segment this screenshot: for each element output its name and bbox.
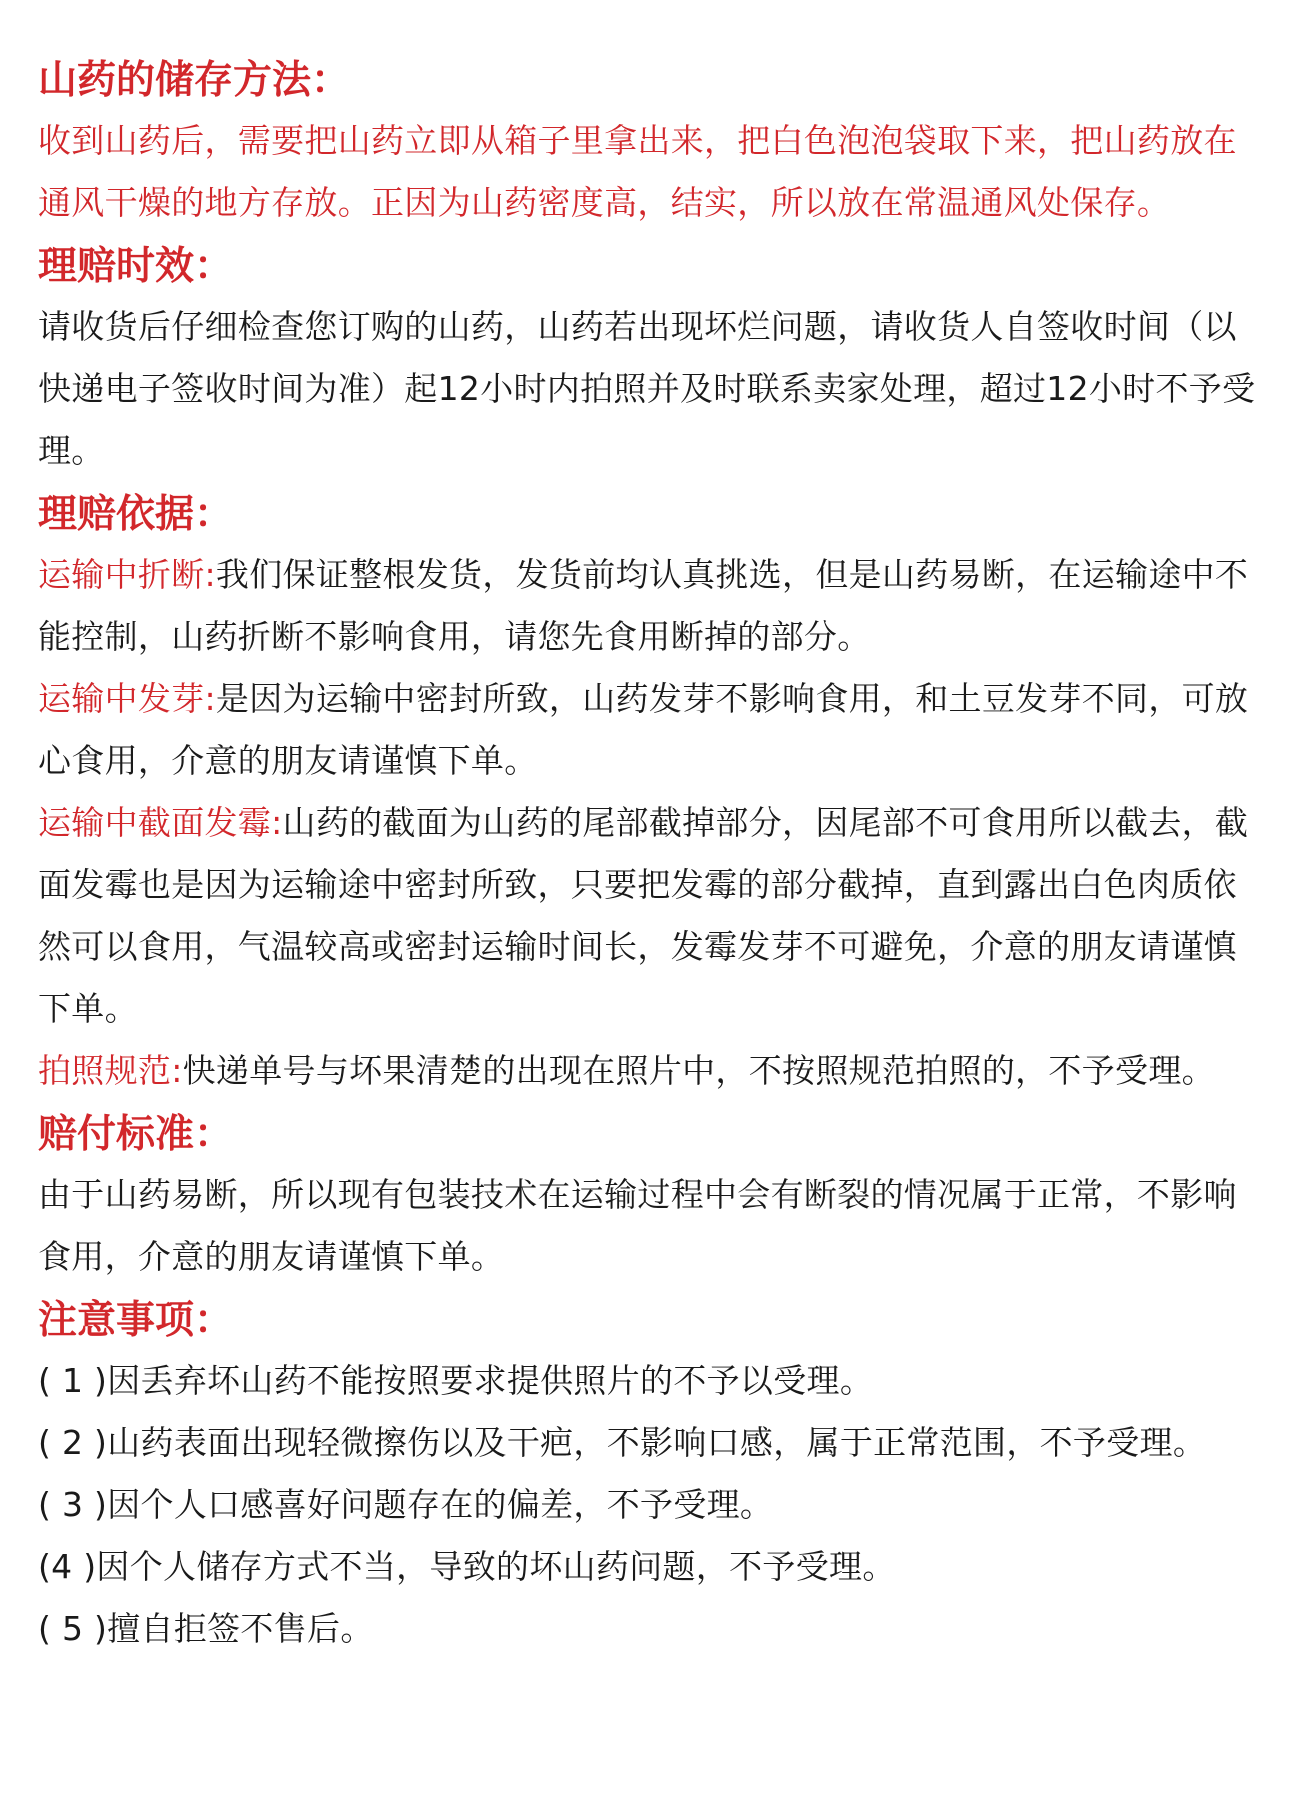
compensation-heading: 赔付标准： — [38, 1112, 234, 1157]
basis-item-text: 我们保证整根发货，发货前均认真挑选，但是山药易断，在运输途中不能控制，山药折断不影响食用，请您先食用断掉的部分。 — [38, 555, 1249, 656]
basis-item-text: 是因为运输中密封所致，山药发芽不影响食用，和土豆发芽不同，可放心食用，介意的朋友请谨慎下单。 — [38, 679, 1249, 780]
timeliness-heading: 理赔时效： — [38, 244, 234, 289]
basis-item-breakage — [38, 544, 1262, 668]
storage-text: 收到山药后，需要把山药立即从箱子里拿出来，把白色泡泡袋取下来，把山药放在通风干燥的地方存放。正因为山药密度高，结实，所以放在常温通风处保存。 — [38, 121, 1237, 222]
notes-item: ( 1 )因丢弃坏山药不能按照要求提供照片的不予以受理。 — [38, 1361, 874, 1400]
basis-item-text: 山药的截面为山药的尾部截掉部分，因尾部不可食用所以截去，截面发霉也是因为运输途中密封所致，只要把发霉的部分截掉，直到露出白色肉质依然可以食用，气温较高或密封运输时间长，发霉发芽不可避免，介意的朋友请谨慎下单。 — [38, 803, 1249, 1028]
basis-item-text: 快递单号与坏果清楚的出现在照片中，不按照规范拍照的，不予受理。 — [182, 1051, 1215, 1090]
timeliness-text: 请收货后仔细检查您订购的山药，山药若出现坏烂问题，请收货人自签收时间（以快递电子签收时间为准）起12小时内拍照并及时联系卖家处理，超过12小时不予受理。 — [38, 307, 1256, 470]
basis-item-lead: 拍照规范: — [38, 1051, 183, 1090]
storage-heading: 山药的储存方法： — [38, 58, 351, 103]
basis-heading: 理赔依据： — [38, 492, 234, 537]
notes-item: ( 2 )山药表面出现轻微擦伤以及干疤，不影响口感，属于正常范围，不予受理。 — [38, 1423, 1207, 1462]
compensation-text: 由于山药易断，所以现有包装技术在运输过程中会有断裂的情况属于正常，不影响食用，介意的朋友请谨慎下单。 — [38, 1175, 1237, 1276]
basis-item-lead: 运输中发芽: — [38, 679, 216, 718]
basis-item-lead: 运输中截面发霉: — [38, 803, 283, 842]
notes-heading: 注意事项： — [38, 1298, 234, 1343]
basis-item-mold — [38, 792, 1262, 1040]
notes-item: (4 )因个人储存方式不当，导致的坏山药问题，不予受理。 — [38, 1547, 896, 1586]
notes-item: ( 3 )因个人口感喜好问题存在的偏差，不予受理。 — [38, 1485, 774, 1524]
basis-item-photo — [38, 1040, 1262, 1102]
notes-item: ( 5 )擅自拒签不售后。 — [38, 1609, 374, 1648]
basis-item-sprouting — [38, 668, 1262, 792]
basis-item-lead: 运输中折断: — [38, 555, 216, 594]
